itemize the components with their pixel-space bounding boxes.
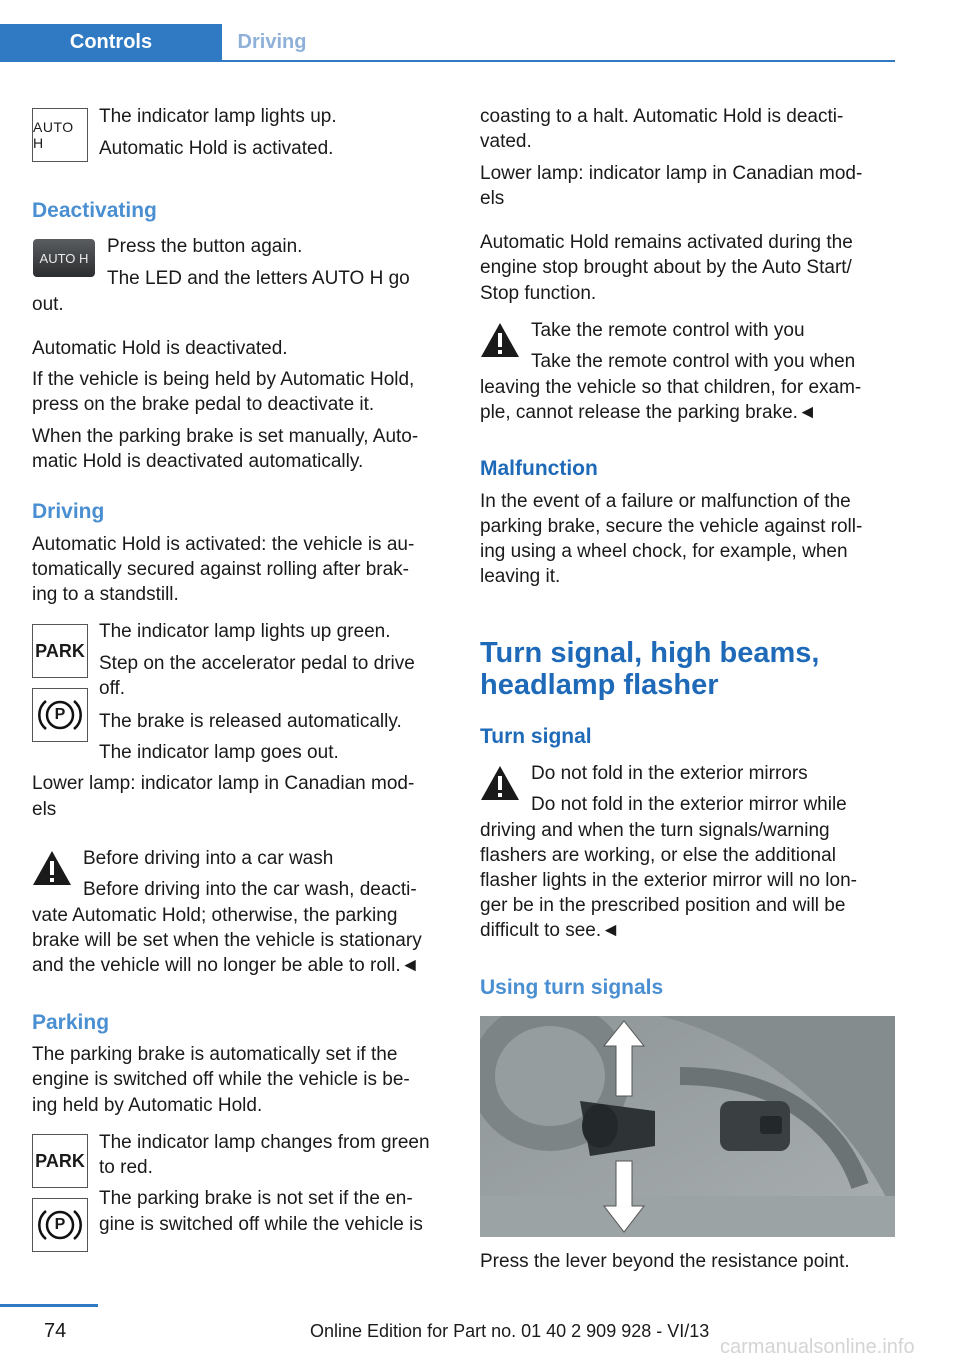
text-line: to red. [99,1157,153,1178]
text-line: out. [32,294,64,315]
text-line: matic Hold is deactivated automatically. [32,451,364,472]
text-line: Automatic Hold is activated: the vehicle is au‐ [32,534,415,555]
footer-divider [0,1304,98,1307]
heading-parking: Parking [32,1011,110,1034]
text-line: The indicator lamp changes from green [99,1132,430,1153]
text-line: gine is switched off while the vehicle is [99,1214,423,1235]
warning-title: Before driving into a car wash [83,848,334,869]
text-line: Automatic Hold remains activated during the [480,232,853,253]
text-line: parking brake, secure the vehicle against roll‐ [480,516,863,537]
heading-malfunction: Malfunction [480,457,598,480]
text-line: The LED and the letters AUTO H go [107,268,410,289]
text-line: The indicator lamp goes out. [99,742,339,763]
warning-icon [480,322,520,358]
text-line: Before driving into the car wash, deacti‐ [83,879,417,900]
text-line: In the event of a failure or malfunction of the [480,491,851,512]
text-line: vated. [480,131,532,152]
text-line: The indicator lamp lights up. [99,106,337,127]
text-line: The brake is released automatically. [99,711,402,732]
text-line: leaving it. [480,566,561,587]
park-indicator-icon: PARK [32,624,88,678]
auto-h-button-icon: AUTO H [33,239,95,277]
text-line: ing held by Automatic Hold. [32,1095,263,1116]
text-line: Stop function. [480,283,597,304]
text-line: Lower lamp: indicator lamp in Canadian mod‐ [480,163,863,184]
text-line: and the vehicle will no longer be able to roll.◄ [32,955,420,976]
text-line: els [32,799,57,820]
warning-icon [480,765,520,801]
text-line: press on the brake pedal to deactivate it. [32,394,375,415]
parking-brake-icon: P [32,1198,88,1252]
auto-h-indicator-icon: AUTO H [32,108,88,162]
text-line: brake will be set when the vehicle is stationary [32,930,422,951]
text-line: Press the lever beyond the resistance point. [480,1251,850,1272]
text-line: ing to a standstill. [32,584,179,605]
watermark: carmanualsonline.info [720,1336,915,1358]
text-line: coasting to a halt. Automatic Hold is deacti‐ [480,106,844,127]
warning-title: Do not fold in the exterior mirrors [531,763,808,784]
text-line: vate Automatic Hold; otherwise, the parking [32,905,398,926]
text-line: engine stop brought about by the Auto Start/ [480,257,852,278]
text-line: ger be in the prescribed position and will be [480,895,846,916]
heading-deactivating: Deactivating [32,199,157,222]
text-line: engine is switched off while the vehicle is be‐ [32,1069,410,1090]
text-line: difficult to see.◄ [480,920,620,941]
text-line: driving and when the turn signals/warning [480,820,830,841]
tab-controls[interactable]: Controls [0,24,222,61]
section-title: headlamp flasher [480,669,719,701]
tab-driving[interactable]: Driving [237,31,307,53]
warning-title: Take the remote control with you [531,320,805,341]
text-line: Take the remote control with you when [531,351,856,372]
text-line: Press the button again. [107,236,303,257]
text-line: The indicator lamp lights up green. [99,621,391,642]
text-line: When the parking brake is set manually, Auto‐ [32,426,419,447]
text-line: flasher lights in the exterior mirror will no lon‐ [480,870,857,891]
parking-brake-icon: P [32,688,88,742]
text-line: If the vehicle is being held by Automatic Hold, [32,369,415,390]
turn-signal-lever-illustration [480,1016,895,1237]
text-line: flashers are working, or else the additional [480,845,836,866]
text-line: Step on the accelerator pedal to drive [99,653,415,674]
heading-driving: Driving [32,500,105,523]
text-line: Do not fold in the exterior mirror while [531,794,847,815]
section-title: Turn signal, high beams, [480,637,820,669]
heading-turn-signal: Turn signal [480,725,592,748]
text-line: tomatically secured against rolling after brak‐ [32,559,410,580]
text-line: The parking brake is automatically set if the [32,1044,398,1065]
park-indicator-icon: PARK [32,1134,88,1188]
text-line: Lower lamp: indicator lamp in Canadian mod‐ [32,773,415,794]
text-line: leaving the vehicle so that children, for exam‐ [480,377,862,398]
edition-text: Online Edition for Part no. 01 40 2 909 928 - VI/13 [310,1321,710,1341]
warning-icon [32,850,72,886]
text-line: off. [99,678,126,699]
text-line: The parking brake is not set if the en‐ [99,1188,413,1209]
text-line: els [480,188,505,209]
text-line: ple, cannot release the parking brake.◄ [480,402,817,423]
heading-using-turn-signals: Using turn signals [480,976,664,999]
text-line: Automatic Hold is activated. [99,138,334,159]
text-line: Automatic Hold is deactivated. [32,338,288,359]
page-number: 74 [44,1320,67,1342]
text-line: ing using a wheel chock, for example, when [480,541,848,562]
header-divider [0,60,895,62]
